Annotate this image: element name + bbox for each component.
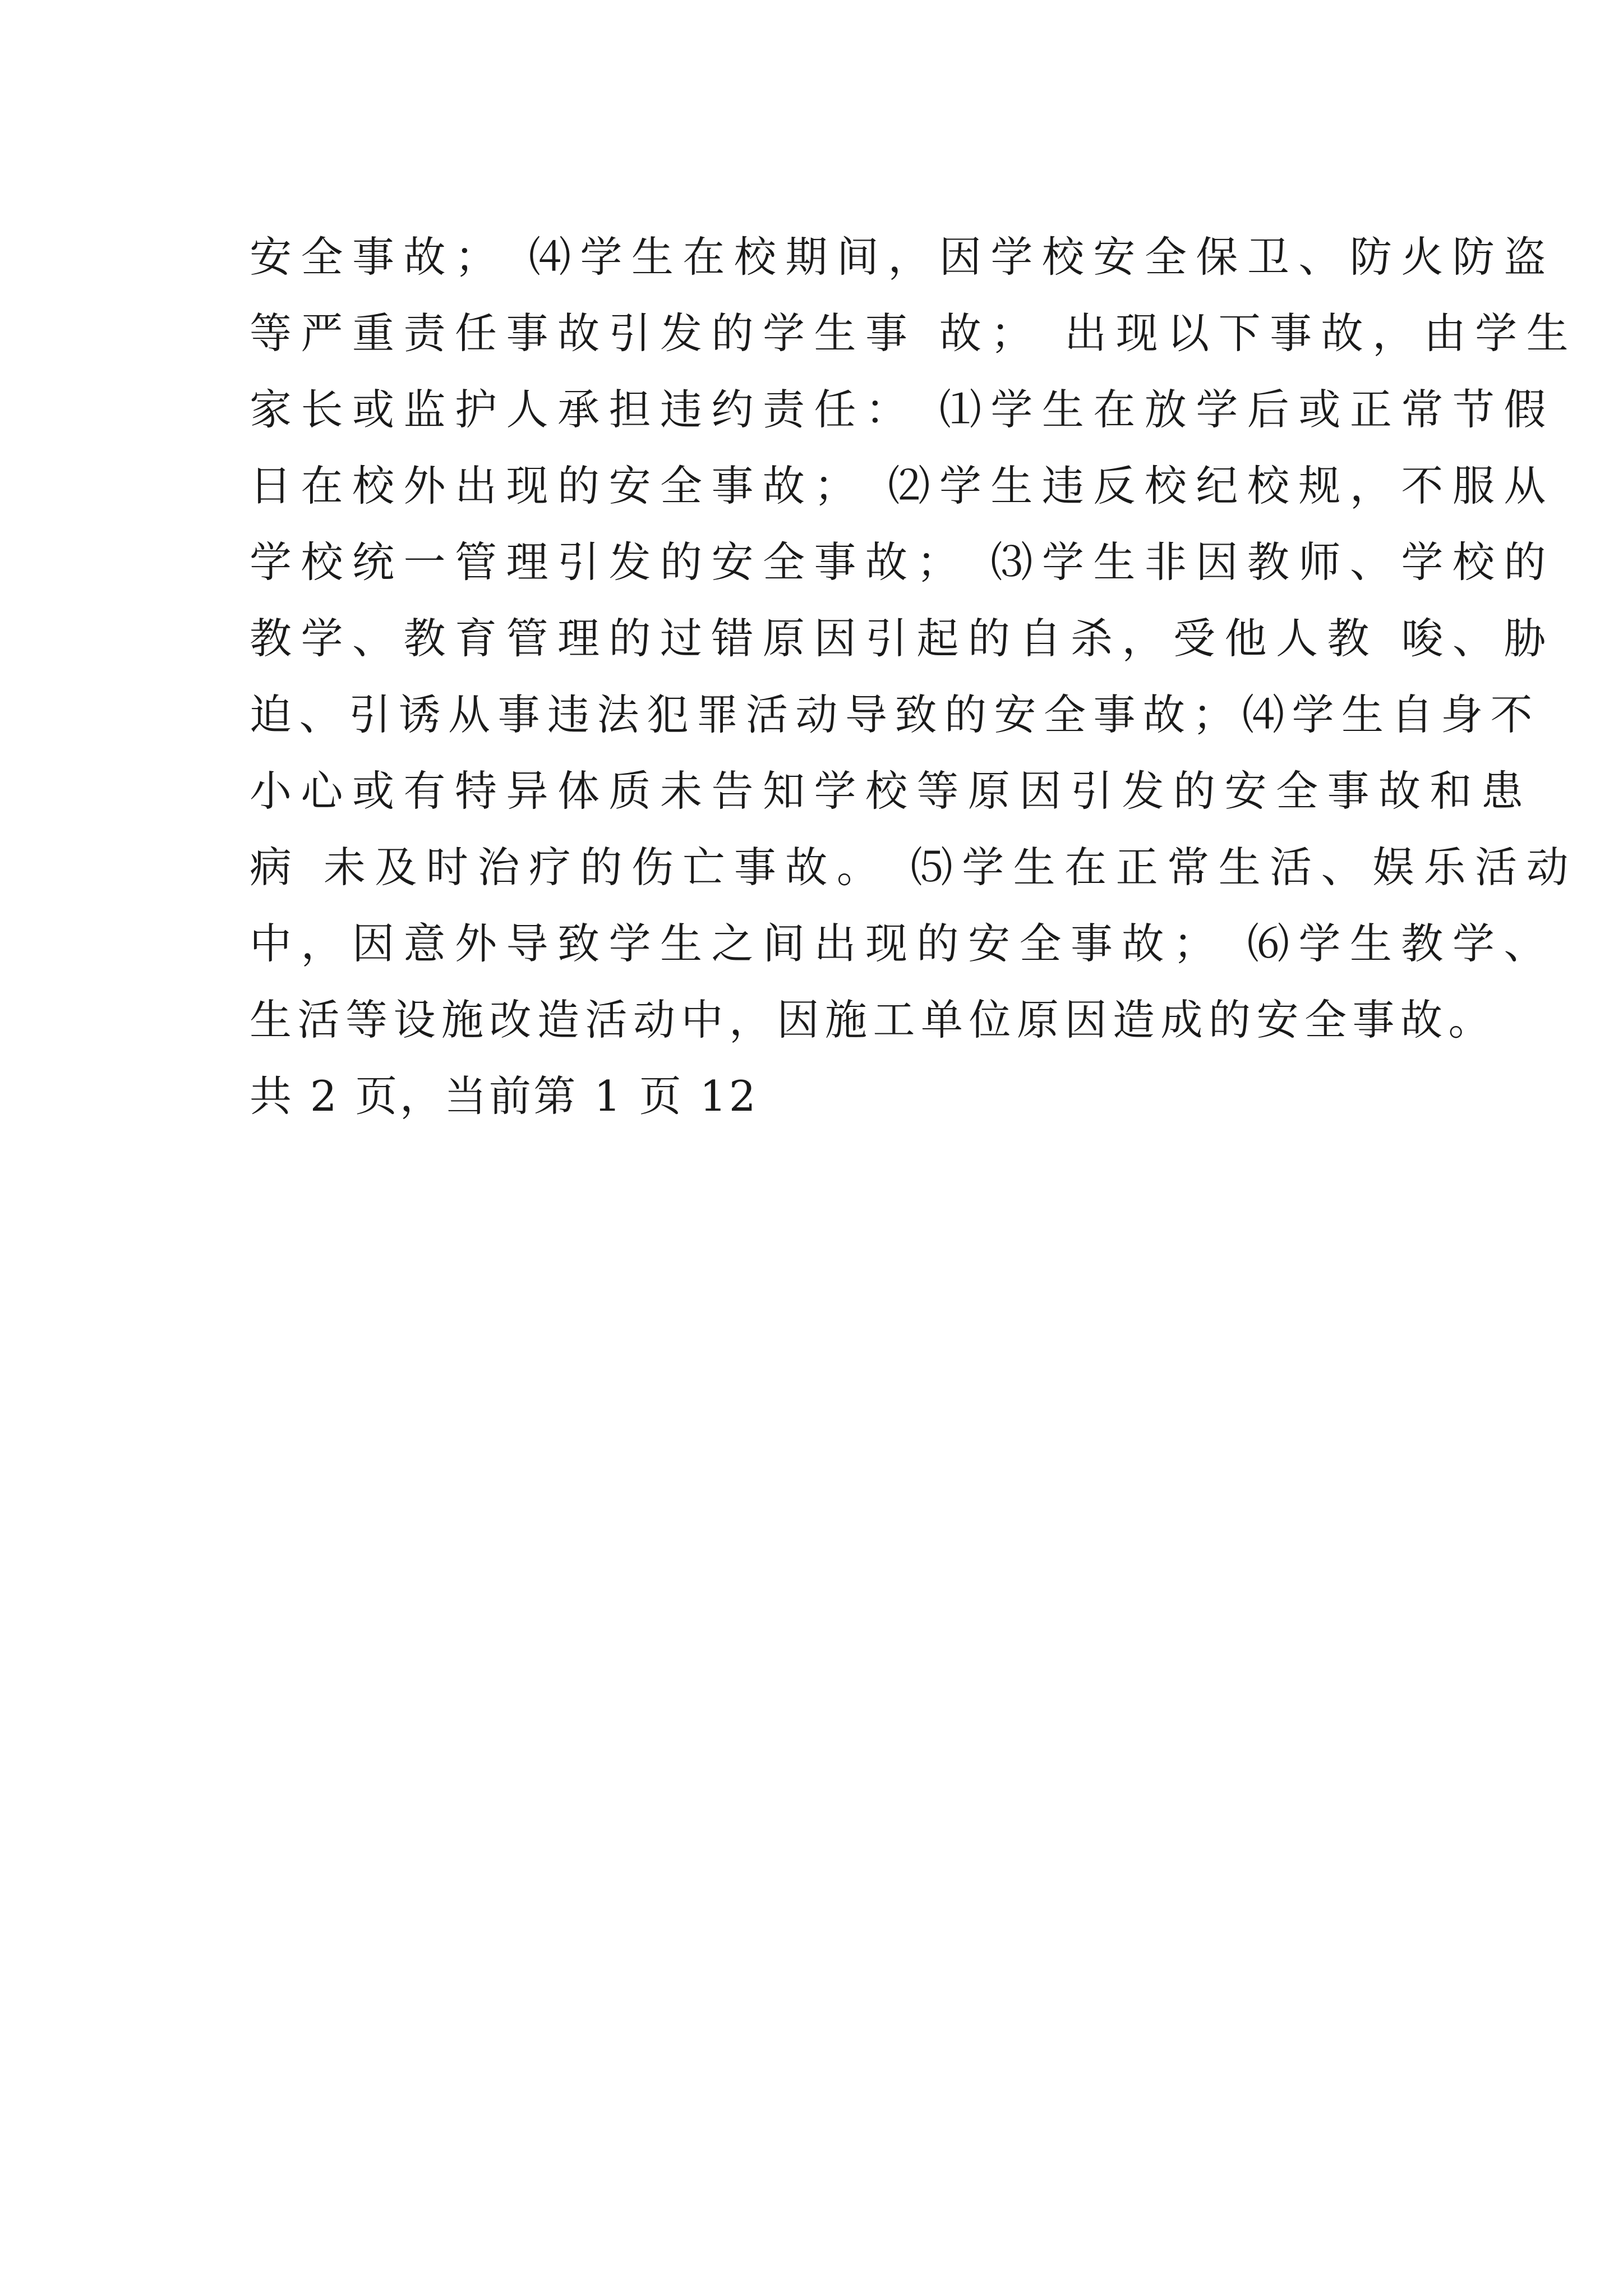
text-line: 日在校外出现的安全事故； ⑵学生违反校纪校规，不服从 (250, 461, 1555, 510)
text-line: 教学、教育管理的过错原因引起的自杀，受他人教 唆、胁 (250, 614, 1555, 663)
page-counter: 共 2 页，当前第 1 页 12 (250, 1071, 759, 1121)
text-line: 安全事故； ⑷学生在校期间，因学校安全保卫、防火防盗 (250, 232, 1555, 282)
text-line: 生活等设施改造活动中，因施工单位原因造成的安全事故。 (250, 995, 1497, 1045)
text-line: 等严重责任事故引发的学生事 故； 出现以下事故，由学生 (250, 309, 1578, 358)
text-line: 家长或监护人承担违约责任： ⑴学生在放学后或正常节假 (250, 385, 1555, 434)
text-line: 学校统一管理引发的安全事故； ⑶学生非因教师、学校的 (250, 537, 1555, 587)
text-line: 迫、引诱从事违法犯罪活动导致的安全事故；⑷学生自身不 (250, 690, 1541, 739)
text-line: 小心或有特异体质未告知学校等原因引发的安全事故和患 (250, 766, 1533, 816)
text-line: 病 未及时治疗的伤亡事故。 ⑸学生在正常生活、娱乐活动 (250, 843, 1578, 892)
body-text (250, 219, 1578, 1134)
text-line: 中，因意外导致学生之间出现的安全事故； ⑹学生教学、 (250, 919, 1555, 968)
